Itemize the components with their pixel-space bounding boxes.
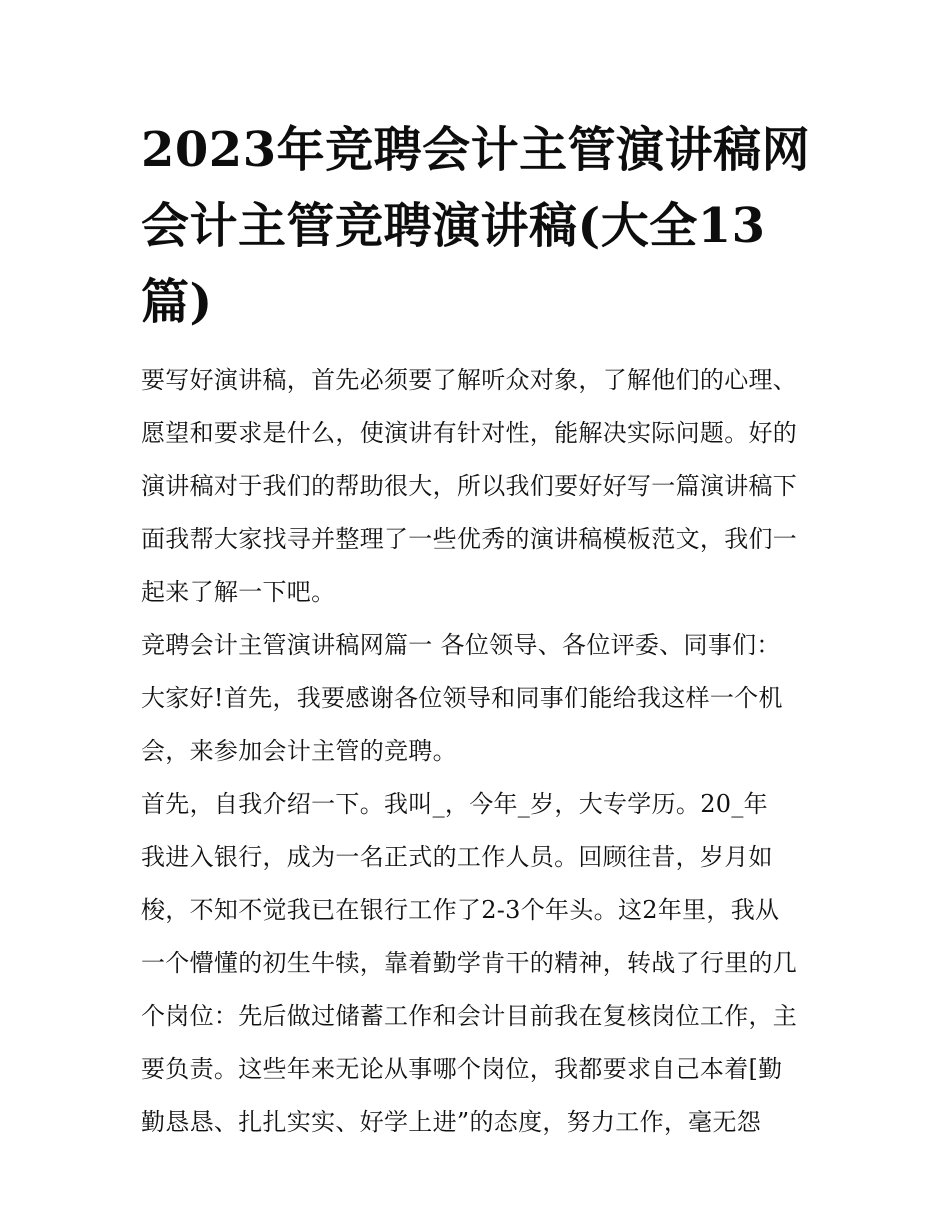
body-line: 竞聘会计主管演讲稿网篇一 各位领导、各位评委、同事们：: [141, 631, 781, 659]
body-line: 大家好!首先，我要感谢各位领导和同事们能给我这样一个机: [141, 684, 783, 712]
body-line: 面我帮大家找寻并整理了一些优秀的演讲稿模板范文，我们一: [141, 525, 798, 553]
body-line: 愿望和要求是什么，使演讲有针对性，能解决实际问题。好的: [141, 419, 798, 447]
body-line: 勤恳恳、扎扎实实、好学上进”的态度，努力工作，毫无怨: [141, 1108, 762, 1136]
body-line: 首先，自我介绍一下。我叫_，今年_岁，大专学历。20_年: [141, 790, 768, 818]
body-line: 会，来参加会计主管的竞聘。: [141, 737, 457, 765]
title-line: 2023年竞聘会计主管演讲稿网: [141, 122, 811, 178]
body-line: 要负责。这些年来无论从事哪个岗位，我都要求自己本着[勤: [141, 1055, 783, 1083]
body-line: 起来了解一下吧。: [141, 578, 336, 606]
body-line: 一个懵懂的初生牛犊，靠着勤学肯干的精神，转战了行里的几: [141, 949, 798, 977]
body-line: 个岗位：先后做过储蓄工作和会计目前我在复核岗位工作，主: [141, 1002, 798, 1030]
page-title: [141, 112, 811, 340]
title-line: 会计主管竞聘演讲稿(大全13: [141, 198, 766, 254]
title-line: 篇): [141, 274, 213, 330]
body-text: [141, 354, 811, 1149]
body-line: 梭，不知不觉我已在银行工作了2-3个年头。这2年里，我从: [141, 896, 780, 924]
body-line: 演讲稿对于我们的帮助很大，所以我们要好好写一篇演讲稿下: [141, 472, 798, 500]
body-line: 要写好演讲稿，首先必须要了解听众对象，了解他们的心理、: [141, 366, 798, 394]
body-line: 我进入银行，成为一名正式的工作人员。回顾往昔，岁月如: [141, 843, 773, 871]
